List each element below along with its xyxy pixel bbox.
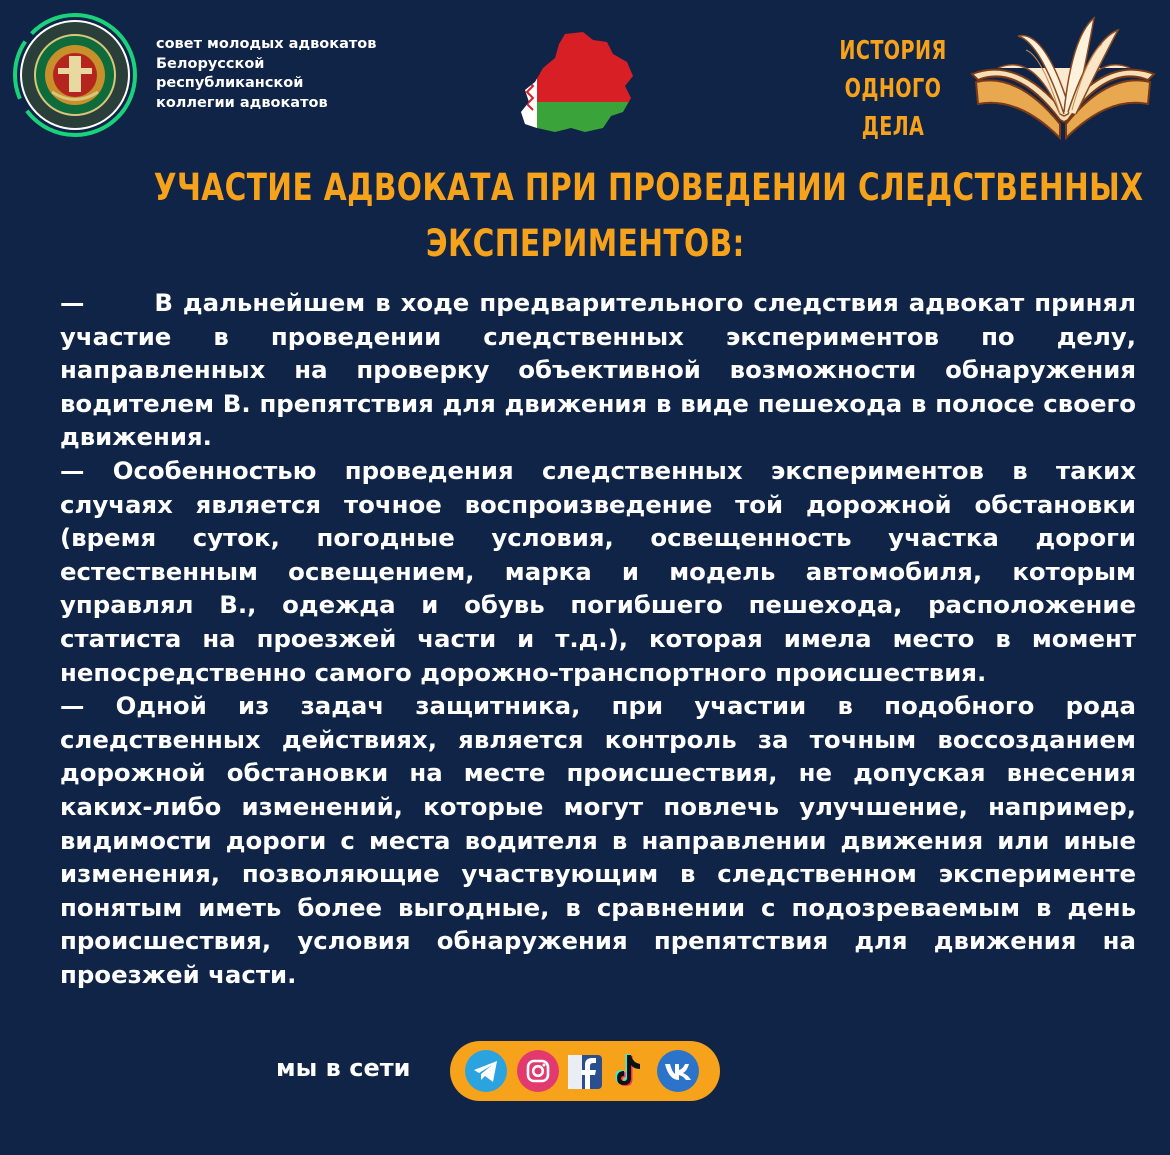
title-line: ЭКСПЕРИМЕНТОВ: bbox=[425, 222, 745, 265]
paragraph: — Особенностью проведения следственных экспериментов в таких случаях является точное воспроизведение той дорожной обстановки (время суток, погодные условия, освещенность участка дороги естественным освещением, марка и модель автомобиля, которым управлял В., одежда и обувь погибшего пешехода, расположение статиста на проезжей части и т.д.), которая имела место в момент непосредственно самого дорожно-транспортного происшествия. bbox=[60, 455, 1136, 687]
vk-icon[interactable] bbox=[656, 1049, 700, 1093]
tiktok-icon[interactable] bbox=[606, 1049, 650, 1093]
telegram-icon[interactable] bbox=[464, 1049, 508, 1093]
open-book-icon bbox=[968, 12, 1158, 142]
story-series-title bbox=[835, 32, 951, 146]
paragraph: — Одной из задач защитника, при участии в подобного рода следственных действиях, является контроль за точным воссозданием дорожной обстановки на месте происшествия, не допуская внесения каких-либо изменений, которые могут повлечь улучшение, например, видимости дороги с места водителя в направлении движения или иные изменения, позволяющие участвующим в следственном эксперименте понятым иметь более выгодные, в сравнении с подозреваемым в день происшествия, условия обнаружения препятствия для движения на проезжей части. bbox=[60, 691, 1136, 989]
title-line: УЧАСТИЕ АДВОКАТА ПРИ ПРОВЕДЕНИИ СЛЕДСТВЕННЫХ bbox=[153, 166, 1144, 209]
page-title bbox=[30, 160, 1144, 272]
story-line: ОДНОГО bbox=[844, 74, 942, 104]
social-label: мы в сети bbox=[276, 1054, 411, 1082]
instagram-icon[interactable] bbox=[516, 1049, 560, 1093]
article-body bbox=[60, 286, 1136, 991]
org-line: коллегии адвокатов bbox=[156, 94, 328, 111]
org-line: республиканской bbox=[156, 75, 304, 91]
lawyers-council-emblem-icon bbox=[12, 12, 138, 138]
org-line: Белорусской bbox=[156, 55, 265, 72]
story-line: ИСТОРИЯ bbox=[839, 36, 947, 66]
facebook-icon[interactable] bbox=[564, 1049, 608, 1093]
paragraph: — В дальнейшем в ходе предварительного следствия адвокат принял участие в проведении следственных экспериментов по делу, направленных на проверку объективной возможности обнаружения водителем В. препятствия для движения в виде пешехода в полосе своего движения. bbox=[60, 288, 1136, 452]
header bbox=[0, 0, 1170, 150]
social-links-bar bbox=[450, 1041, 720, 1101]
org-line: совет молодых адвокатов bbox=[156, 36, 377, 52]
belarus-flag-map-icon bbox=[515, 28, 640, 140]
story-line: ДЕЛА bbox=[861, 112, 925, 142]
organization-name bbox=[156, 35, 456, 113]
